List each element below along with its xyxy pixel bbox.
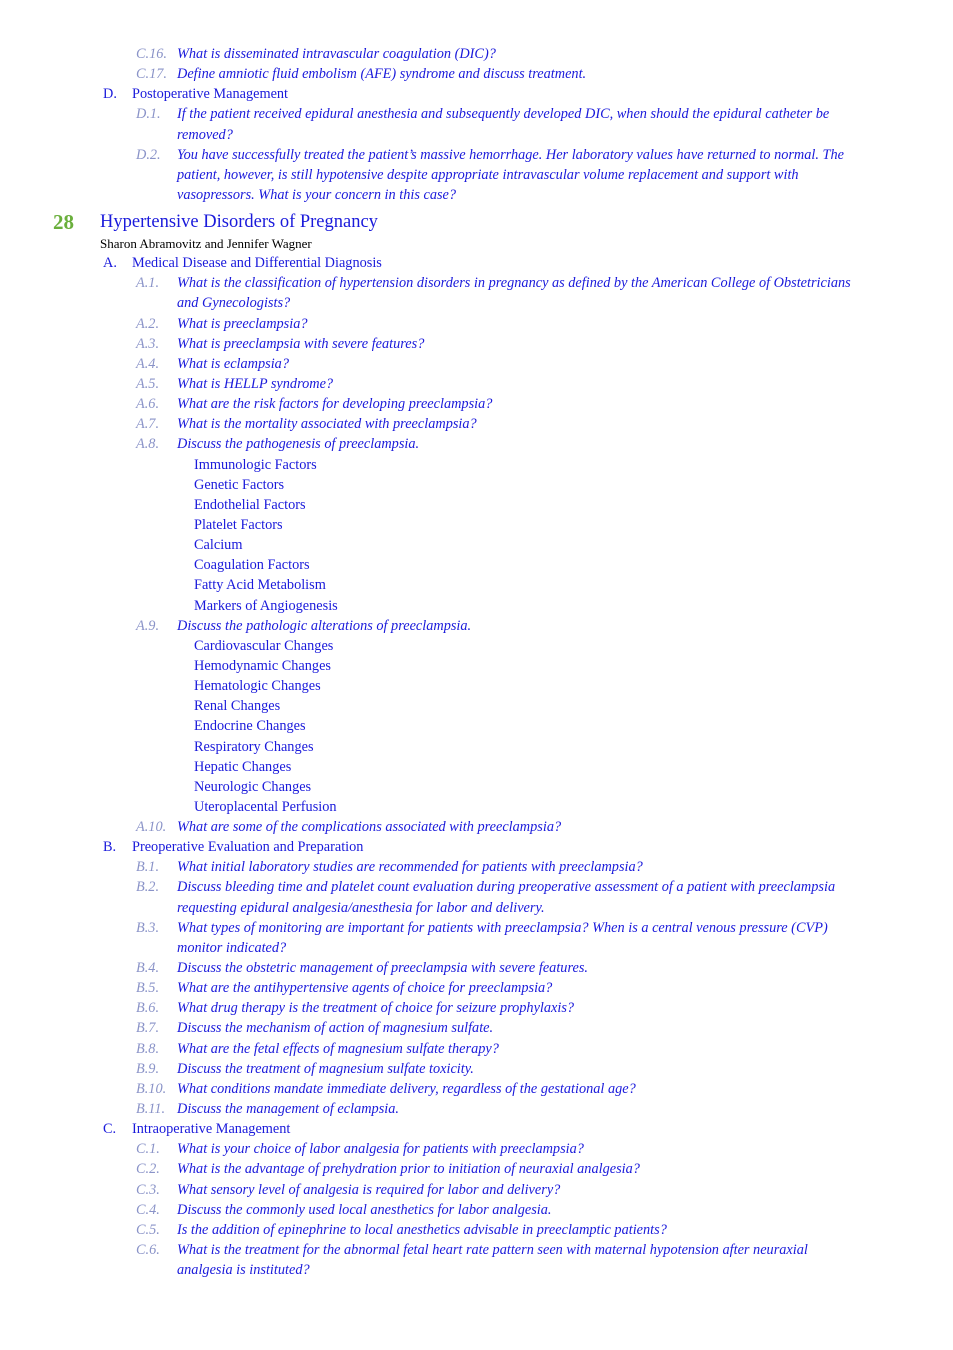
question-row [0, 1079, 953, 1099]
subtopic-link[interactable]: Fatty Acid Metabolism [194, 577, 326, 594]
subtopic-row [0, 475, 953, 495]
subtopic-row [0, 757, 953, 777]
question-number: D.2. [136, 146, 161, 163]
subtopic-link[interactable]: Hepatic Changes [194, 758, 292, 775]
question-link[interactable]: Discuss the mechanism of action of magnesium sulfate. [177, 1020, 494, 1037]
section-letter: B. [103, 839, 117, 856]
subtopic-link[interactable]: Immunologic Factors [194, 456, 317, 473]
question-row [0, 434, 953, 454]
question-link[interactable]: What are some of the complications associated with preeclampsia? [177, 819, 562, 836]
question-row [0, 998, 953, 1018]
subtopic-link[interactable]: Platelet Factors [194, 516, 283, 533]
question-link[interactable]: What are the risk factors for developing preeclampsia? [177, 396, 493, 413]
question-row [0, 44, 953, 64]
question-link[interactable]: You have successfully treated the patient’s massive hemorrhage. Her laboratory values have returned to normal. The [177, 146, 844, 163]
section-link[interactable]: Postoperative Management [132, 86, 289, 103]
question-row [0, 1200, 953, 1220]
question-link[interactable]: What is the advantage of prehydration prior to initiation of neuraxial analgesia? [177, 1161, 640, 1178]
question-row-continued [0, 125, 953, 145]
question-link[interactable]: Discuss the pathogenesis of preeclampsia. [177, 436, 420, 453]
section-letter: C. [103, 1121, 117, 1138]
question-row [0, 104, 953, 124]
question-link[interactable]: What sensory level of analgesia is required for labor and delivery? [177, 1181, 561, 1198]
question-number: A.5. [136, 375, 160, 392]
question-row [0, 958, 953, 978]
section-letter: D. [103, 86, 117, 103]
question-row [0, 1159, 953, 1179]
section-link[interactable]: Preoperative Evaluation and Preparation [132, 839, 364, 856]
question-row [0, 1180, 953, 1200]
subtopic-row [0, 737, 953, 757]
chapter-heading [0, 205, 953, 235]
subtopic-row [0, 535, 953, 555]
question-row [0, 394, 953, 414]
subtopic-link[interactable]: Endothelial Factors [194, 496, 306, 513]
question-number: A.6. [136, 396, 160, 413]
question-row [0, 1240, 953, 1260]
question-number: A.9. [136, 617, 160, 634]
question-link[interactable]: What is the mortality associated with preeclampsia? [177, 416, 477, 433]
question-link[interactable]: What are the fetal effects of magnesium sulfate therapy? [177, 1040, 499, 1057]
subtopic-row [0, 676, 953, 696]
question-row [0, 817, 953, 837]
section-row [0, 253, 953, 273]
subtopic-link[interactable]: Markers of Angiogenesis [194, 597, 338, 614]
question-number: C.6. [136, 1242, 160, 1259]
question-number: A.7. [136, 416, 160, 433]
question-number: B.7. [136, 1020, 160, 1037]
question-row-continued [0, 185, 953, 205]
question-row [0, 1059, 953, 1079]
question-link[interactable]: What types of monitoring are important for patients with preeclampsia? When is a central venous pressure (CVP) [177, 919, 828, 936]
question-link-continued[interactable]: removed? [177, 126, 233, 143]
question-link[interactable]: What is your choice of labor analgesia for patients with preeclampsia? [177, 1141, 584, 1158]
question-row [0, 414, 953, 434]
section-row [0, 837, 953, 857]
question-link-continued[interactable]: monitor indicated? [177, 939, 287, 956]
subtopic-row [0, 495, 953, 515]
question-number: A.4. [136, 355, 160, 372]
question-number: B.2. [136, 879, 160, 896]
subtopic-link[interactable]: Hemodynamic Changes [194, 657, 331, 674]
question-number: A.3. [136, 335, 160, 352]
subtopic-link[interactable]: Genetic Factors [194, 476, 285, 493]
question-number: A.8. [136, 436, 160, 453]
chapter-authors [0, 235, 953, 253]
subtopic-row [0, 575, 953, 595]
question-link[interactable]: What conditions mandate immediate delivery, regardless of the gestational age? [177, 1080, 636, 1097]
subtopic-link[interactable]: Endocrine Changes [194, 718, 306, 735]
chapter-number: 28 [53, 210, 74, 235]
section-row [0, 1119, 953, 1139]
section-link[interactable]: Intraoperative Management [132, 1121, 291, 1138]
subtopic-row [0, 596, 953, 616]
subtopic-row [0, 797, 953, 817]
question-number: B.11. [136, 1101, 166, 1118]
question-row-continued [0, 1260, 953, 1280]
question-link[interactable]: Define amniotic fluid embolism (AFE) syndrome and discuss treatment. [177, 66, 587, 83]
subtopic-row [0, 636, 953, 656]
question-link[interactable]: What are the antihypertensive agents of choice for preeclampsia? [177, 980, 553, 997]
question-number: A.10. [136, 819, 167, 836]
question-row [0, 314, 953, 334]
question-row [0, 616, 953, 636]
question-number: B.8. [136, 1040, 160, 1057]
question-link[interactable]: What is HELLP syndrome? [177, 375, 334, 392]
question-link-continued[interactable]: and Gynecologists? [177, 295, 291, 312]
question-link-continued[interactable]: patient, however, is still hypotensive despite appropriate intravascular volume replacement and support with [177, 166, 799, 183]
section-row [0, 84, 953, 104]
question-number: C.17. [136, 66, 167, 83]
question-link[interactable]: Discuss the management of eclampsia. [177, 1101, 399, 1118]
question-link[interactable]: Discuss the treatment of magnesium sulfate toxicity. [177, 1060, 474, 1077]
question-row [0, 918, 953, 938]
question-number: C.5. [136, 1221, 160, 1238]
question-link[interactable]: What initial laboratory studies are recommended for patients with preeclampsia? [177, 859, 643, 876]
subtopic-row [0, 455, 953, 475]
question-number: C.1. [136, 1141, 160, 1158]
question-number: B.3. [136, 919, 160, 936]
question-row [0, 877, 953, 897]
question-link[interactable]: Discuss bleeding time and platelet count evaluation during preoperative assessment of a patient with preeclampsia [177, 879, 836, 896]
section-link[interactable]: Medical Disease and Differential Diagnosis [132, 255, 382, 272]
question-link[interactable]: Discuss the commonly used local anesthetics for labor analgesia. [177, 1201, 552, 1218]
question-row [0, 1220, 953, 1240]
subtopic-link[interactable]: Coagulation Factors [194, 557, 310, 574]
question-number: B.5. [136, 980, 160, 997]
question-number: B.6. [136, 1000, 160, 1017]
question-row [0, 1099, 953, 1119]
question-row [0, 354, 953, 374]
subtopic-link[interactable]: Cardiovascular Changes [194, 637, 334, 654]
question-number: A.1. [136, 275, 160, 292]
question-link-continued[interactable]: analgesia is instituted? [177, 1262, 310, 1279]
subtopic-link[interactable]: Renal Changes [194, 698, 281, 715]
question-number: C.2. [136, 1161, 160, 1178]
subtopic-row [0, 515, 953, 535]
question-link[interactable]: Discuss the obstetric management of preeclampsia with severe features. [177, 960, 588, 977]
subtopic-row [0, 656, 953, 676]
question-link[interactable]: What is preeclampsia? [177, 315, 308, 332]
question-number: B.10. [136, 1080, 167, 1097]
subtopic-link[interactable]: Neurologic Changes [194, 778, 312, 795]
question-number: C.16. [136, 46, 167, 62]
question-link-continued[interactable]: requesting epidural analgesia/anesthesia for labor and delivery. [177, 899, 545, 916]
question-number: B.4. [136, 960, 160, 977]
question-number: B.9. [136, 1060, 160, 1077]
question-row-continued [0, 898, 953, 918]
subtopic-link[interactable]: Calcium [194, 537, 243, 554]
question-link[interactable]: What is the treatment for the abnormal fetal heart rate pattern seen with maternal hypotension after neuraxial [177, 1242, 808, 1259]
question-number: C.4. [136, 1201, 160, 1218]
section-letter: A. [103, 255, 117, 272]
authors-text: Sharon Abramovitz and Jennifer Wagner [100, 236, 312, 252]
question-number: B.1. [136, 859, 160, 876]
question-row-continued [0, 165, 953, 185]
question-number: C.3. [136, 1181, 160, 1198]
subtopic-row [0, 777, 953, 797]
question-row [0, 857, 953, 877]
question-row [0, 978, 953, 998]
question-link[interactable]: What is preeclampsia with severe features? [177, 335, 425, 352]
question-row [0, 273, 953, 293]
question-link[interactable]: If the patient received epidural anesthesia and subsequently developed DIC, when should the epidural catheter be [177, 106, 830, 123]
question-row-continued [0, 938, 953, 958]
question-row [0, 334, 953, 354]
question-number: A.2. [136, 315, 160, 332]
subtopic-row [0, 716, 953, 736]
chapter-title-link[interactable]: Hypertensive Disorders of Pregnancy [100, 212, 378, 233]
subtopic-link[interactable]: Respiratory Changes [194, 738, 314, 755]
subtopic-link[interactable]: Hematologic Changes [194, 678, 321, 695]
question-link-continued[interactable]: vasopressors. What is your concern in this case? [177, 186, 457, 203]
question-number: D.1. [136, 106, 161, 123]
question-link[interactable]: What is the classification of hypertension disorders in pregnancy as defined by the American College of Obstetricians [177, 275, 851, 292]
question-link[interactable]: What drug therapy is the treatment of choice for seizure prophylaxis? [177, 1000, 575, 1017]
question-link[interactable]: Discuss the pathologic alterations of preeclampsia. [177, 617, 472, 634]
question-link[interactable]: What is disseminated intravascular coagulation (DIC)? [177, 46, 496, 62]
question-row [0, 64, 953, 84]
question-row [0, 1139, 953, 1159]
question-row [0, 1039, 953, 1059]
question-row [0, 145, 953, 165]
question-link[interactable]: What is eclampsia? [177, 355, 289, 372]
table-of-contents [0, 44, 953, 1280]
subtopic-row [0, 696, 953, 716]
question-row-continued [0, 293, 953, 313]
subtopic-row [0, 555, 953, 575]
question-row [0, 374, 953, 394]
subtopic-link[interactable]: Uteroplacental Perfusion [194, 798, 337, 815]
question-row [0, 1018, 953, 1038]
question-link[interactable]: Is the addition of epinephrine to local anesthetics advisable in preeclamptic patients? [177, 1221, 667, 1238]
